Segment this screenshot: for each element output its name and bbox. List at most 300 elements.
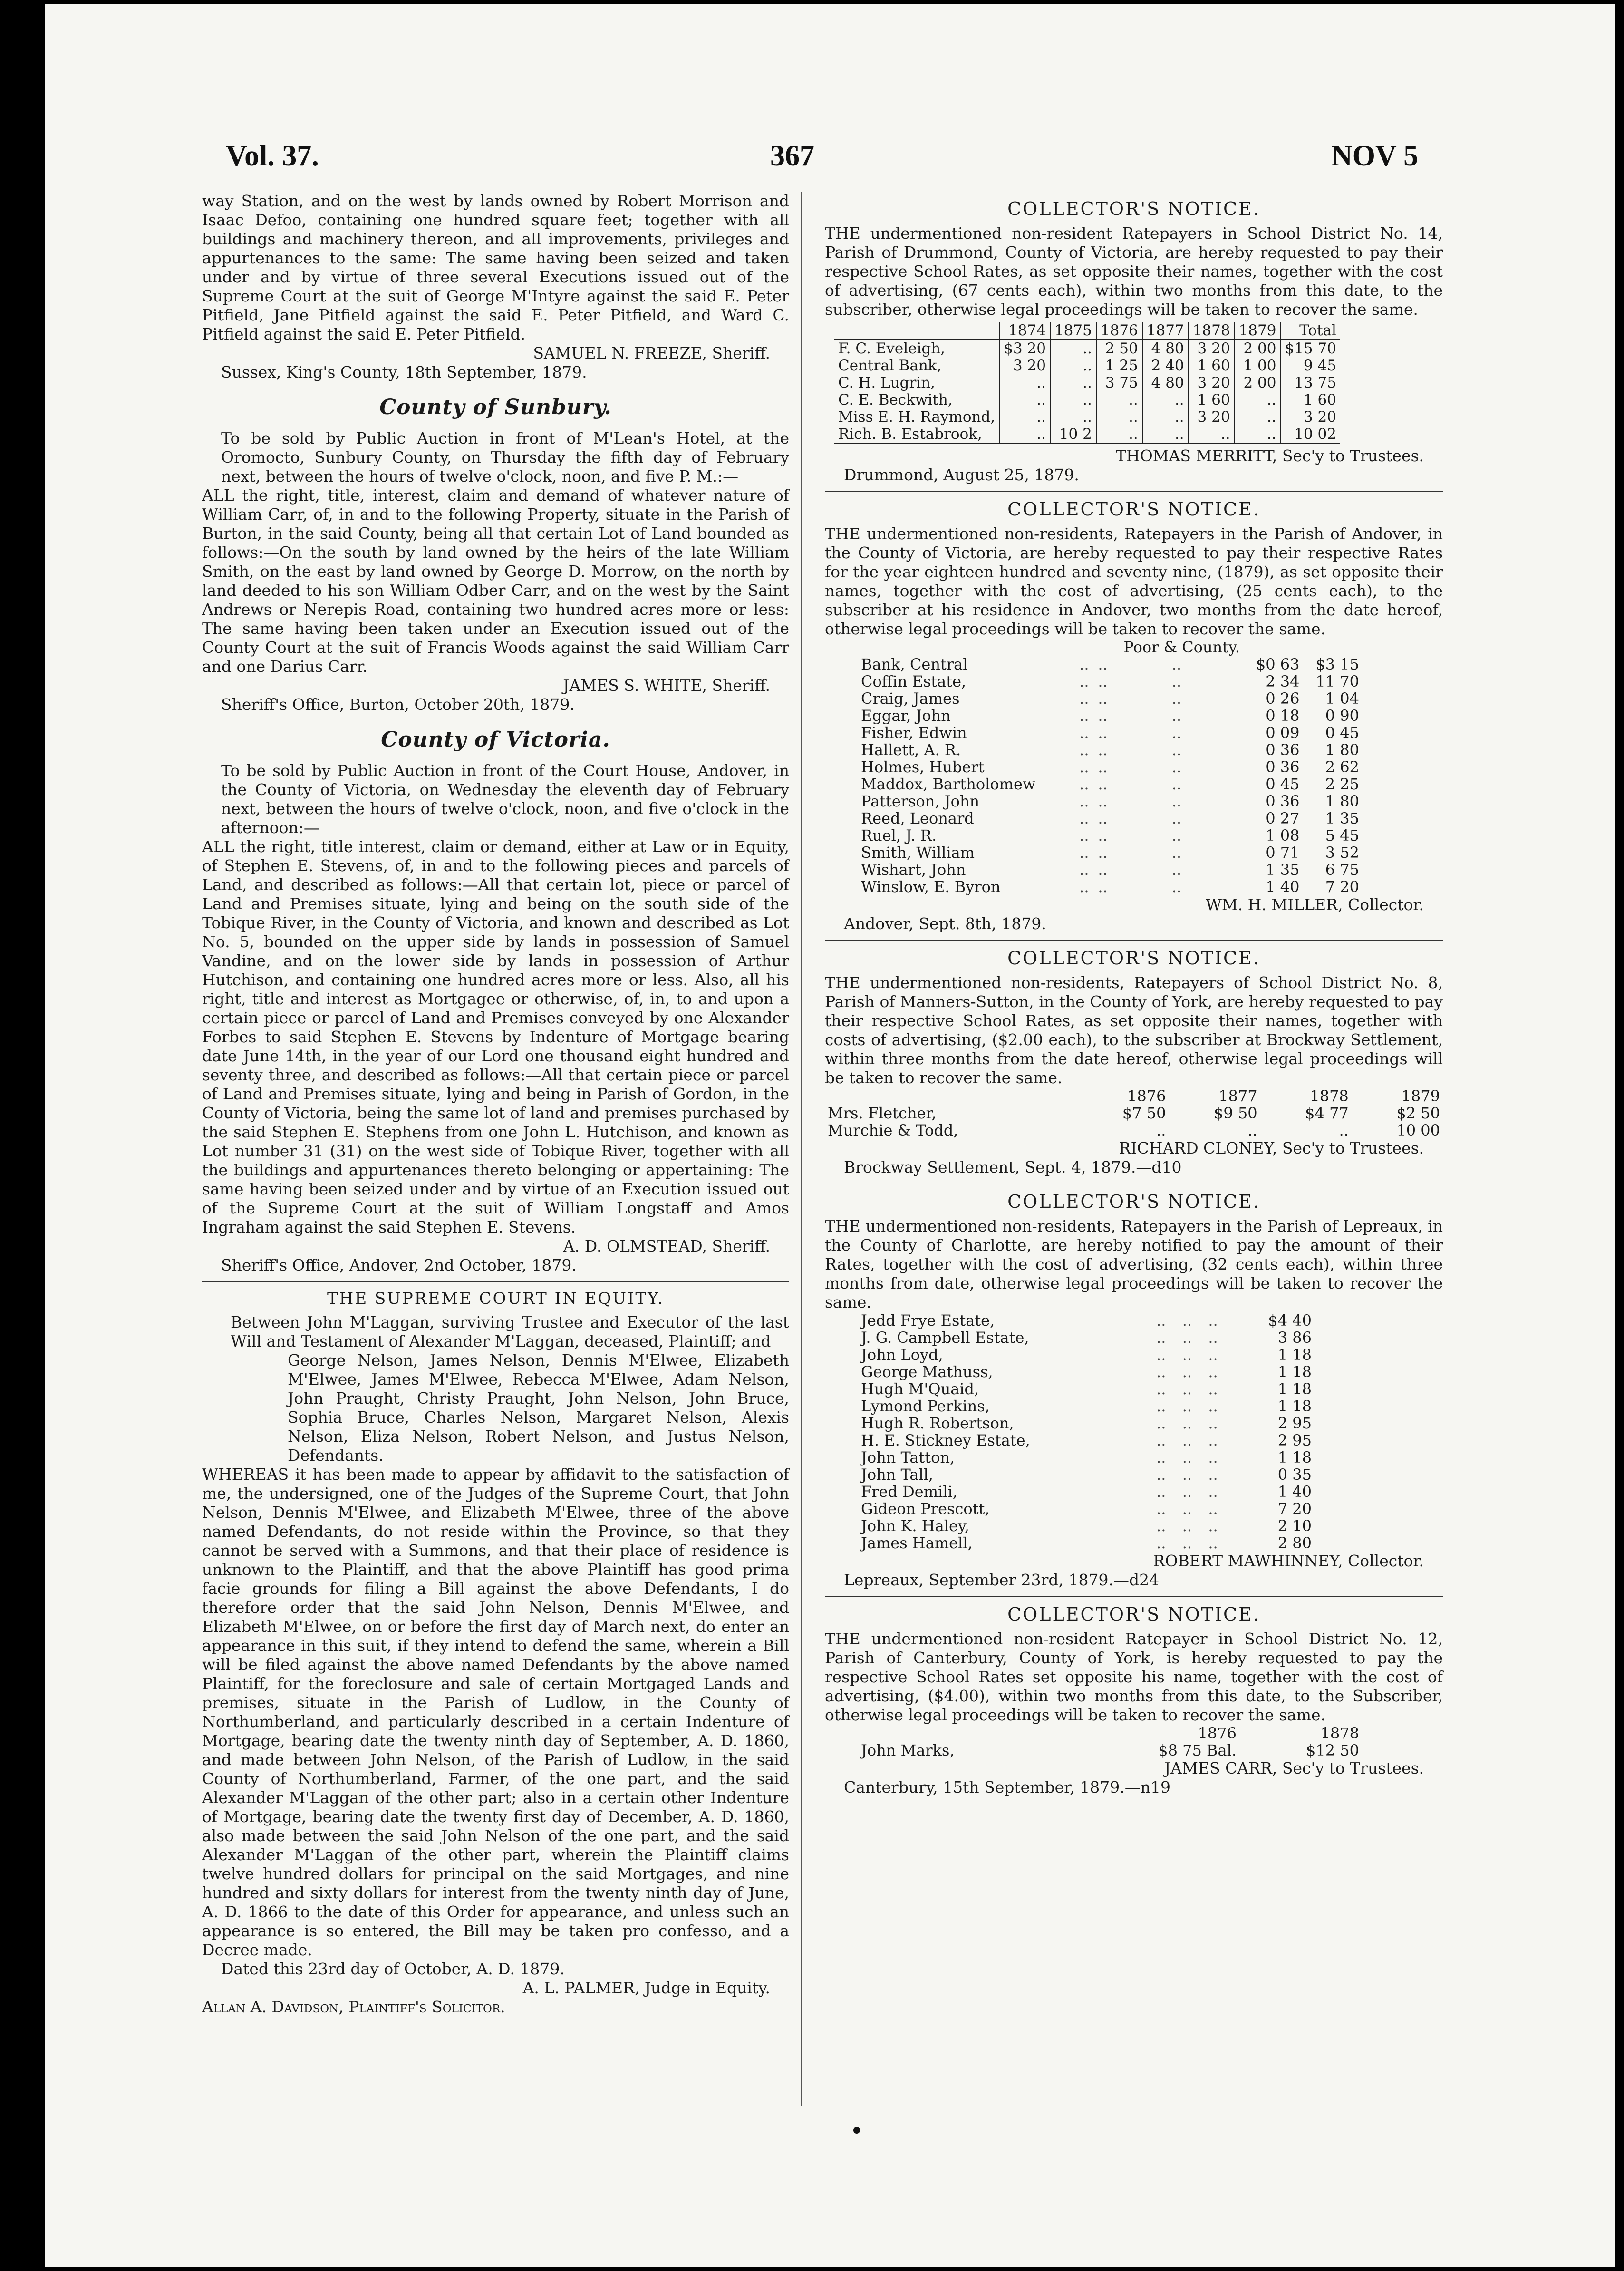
leader-dots: ..: [1079, 861, 1089, 879]
leader-dots: ..: [1208, 1311, 1218, 1330]
leader-dots: ..: [1156, 1311, 1166, 1330]
leader-dots: ..: [1182, 1414, 1192, 1432]
table-body: [858, 656, 1362, 895]
ratepayer-name: Hallett, A. R.: [861, 741, 961, 759]
ratepayer-name: Lymond Perkins,: [861, 1397, 990, 1415]
notice-body: ALL the right, title interest, claim or demand, either at Law or in Equity, of Stephen E. Stevens, of, in and to the following pieces and parcels of Land, and described as follows:—All that certain lot, piece or parcel of Land and Premises situate, lying and being on the south side of the Tobique River, in the County of Victoria, and known and described as Lot No. 5, bounded on the upper side by lands in possession of Samuel Vandine, and on the lower side by lands in possession of Arthur Hutchison, and containing one hundred acres more or less. Also, all his right, title and interest as Mortgagee or otherwise, of, in, to and upon a certain piece or parcel of Land and Premises conveyed by one Alexander Forbes to said Stephen E. Stevens by Indenture of Mortgage bearing date June 14th, in the year of our Lord one thousand eight hundred and seventy three, and described as follows:—All that certain piece or parcel of Land and Premises situate, lying and being in Parish of Gordon, in the County of Victoria, being the same lot of land and premises purchased by the said Stephen E. Stephens from one John L. Hutchison, and known as Lot number 31 (31) on the west side of Tobique River, together with all the buildings and appurtenances thereto belonging or appertaining: The same having been seized under and by virtue of an Execution issued out of the Supreme Court at the suit of William Longstaff and Amos Ingraham against the said Stephen E. Stevens.: [202, 837, 789, 1236]
leader-dots: ..: [1156, 1465, 1166, 1484]
leader-dots: ..: [1098, 741, 1108, 759]
rate-value: 0 36: [1266, 741, 1300, 759]
rate-value: 1 80: [1325, 741, 1359, 759]
table-body: [858, 1312, 1315, 1552]
rate-value: 10 00: [1396, 1121, 1440, 1139]
ratepayer-name: James Hamell,: [861, 1534, 973, 1552]
section-heading: COLLECTOR'S NOTICE.: [1007, 948, 1260, 969]
rate-value: $0 63: [1256, 655, 1300, 673]
rate-value: 1 40: [1277, 1483, 1312, 1501]
leader-dots: ..: [1182, 1311, 1192, 1330]
rate-value: 1 18: [1277, 1397, 1312, 1415]
leader-dots: ..: [1098, 844, 1108, 862]
column-header: 1876: [1198, 1724, 1237, 1742]
table-row: [858, 1415, 1315, 1432]
rate-value: 2 00: [1235, 374, 1281, 391]
notice-date: Drummond, August 25, 1879.: [844, 466, 1079, 484]
ratepayer-name: John Loyd,: [861, 1346, 943, 1364]
leader-dots: ..: [1208, 1483, 1218, 1501]
notice-body: way Station, and on the west by lands owned by Robert Morrison and Isaac Defoo, containing one hundred square feet; together with all buildings and machinery thereon, and all improvements, privileges and appurtenances to the same: The same having been seized and taken under and by virtue of three several Executions issued out of the Supreme Court at the suit of George M'Intyre against the said E. Peter Pitfield, Jane Pitfield against the said E. Peter Pitfield, and Ward C. Pitfield against the said E. Peter Pitfield.: [202, 192, 789, 343]
table-header: [834, 322, 1340, 340]
notice-body: THE undermentioned non-resident Ratepayers in School District No. 14, Parish of Drummond, County of Victoria, are hereby requested to pay their respective School Rates, as set opposite their names, together with the cost of advertising, (67 cents each), within two months from this date, to the subscriber, otherwise legal proceedings will be taken to recover the same.: [825, 224, 1443, 319]
table-row: [858, 1363, 1315, 1380]
rate-value: 1 40: [1266, 878, 1300, 896]
bullet-mark: [853, 2127, 860, 2134]
notice-body: THE undermentioned non-residents, Ratepayers in the Parish of Andover, in the County of Victoria, are hereby requested to pay their respective Rates for the year eighteen hundred and seventy nine, (1879), as set opposite their names, together with the cost of advertising, (25 cents each), to the subscriber at his residence in Andover, two months from the date hereof, otherwise legal proceedings will be taken to recover the same.: [825, 524, 1443, 638]
leader-dots: ..: [1079, 826, 1089, 844]
rate-value: $15 70: [1280, 340, 1340, 357]
table-row: [858, 690, 1362, 707]
sunbury-notice: [202, 395, 789, 714]
leader-dots: ..: [1171, 844, 1182, 862]
rate-value: 2 62: [1325, 758, 1359, 776]
leader-dots: ..: [1208, 1329, 1218, 1347]
ratepayer-name: Coffin Estate,: [861, 672, 967, 690]
table-row: [825, 1105, 1443, 1122]
rate-value: ..: [1142, 408, 1189, 426]
table-row: [858, 1346, 1315, 1363]
notice-body: THE undermentioned non-residents, Ratepayers in the Parish of Lepreaux, in the County of Charlotte, are hereby notified to pay the amount of their Rates, together with the cost of advertising, (32 cents each), within three months from date, otherwise legal proceedings will be taken to recover the same.: [825, 1217, 1443, 1311]
rate-value: 3 20: [1189, 408, 1235, 426]
table-row: [858, 1432, 1315, 1449]
table-row: [858, 758, 1362, 776]
rate-value: 1 18: [1277, 1346, 1312, 1364]
rate-value: 1 18: [1277, 1363, 1312, 1381]
leader-dots: ..: [1156, 1517, 1166, 1535]
rate-value: 1 00: [1235, 357, 1281, 374]
collector-notice-manners-sutton: [825, 948, 1443, 1177]
table-row: [858, 1742, 1362, 1759]
column-header: 1877: [1218, 1087, 1257, 1105]
notice-date: Sheriff's Office, Andover, 2nd October, 1879.: [221, 1256, 577, 1274]
rate-value: 1 25: [1096, 357, 1142, 374]
ratepayer-name: Bank, Central: [861, 655, 968, 673]
rate-value: 3 86: [1277, 1329, 1312, 1347]
ratepayer-name: Hugh M'Quaid,: [861, 1380, 979, 1398]
rate-value: $3 15: [1315, 655, 1359, 673]
ratepayer-name: H. E. Stickney Estate,: [861, 1431, 1030, 1449]
divider: [825, 491, 1443, 492]
leader-dots: ..: [1079, 775, 1089, 793]
column-header: 1877: [1142, 322, 1189, 340]
ratepayer-name: Craig, James: [861, 689, 960, 708]
rate-value: 0 36: [1266, 792, 1300, 810]
rate-value: ..: [999, 374, 1050, 391]
leader-dots: ..: [1156, 1397, 1166, 1415]
rate-value: 10 2: [1050, 426, 1096, 443]
rate-value: 1 80: [1325, 792, 1359, 810]
collector-notice-canterbury: [825, 1604, 1443, 1797]
leader-dots: ..: [1182, 1431, 1192, 1449]
column-header: 1876: [1127, 1087, 1166, 1105]
plaintiff-parties: Between John M'Laggan, surviving Trustee and Executor of the last Will and Testament of Alexander M'Laggan, deceased, Plaintiff; and: [231, 1313, 789, 1350]
collector-signature: ROBERT MAWHINNEY, Collector.: [1153, 1552, 1424, 1570]
ratepayer-name: John Tall,: [861, 1465, 934, 1484]
rate-value: 3 20: [1189, 374, 1235, 391]
rate-value: 13 75: [1280, 374, 1340, 391]
section-heading: COLLECTOR'S NOTICE.: [1007, 1191, 1260, 1212]
ratepayer-name: Fisher, Edwin: [861, 724, 967, 742]
rate-value: 1 18: [1277, 1448, 1312, 1466]
rate-value: $4 77: [1305, 1104, 1349, 1122]
leader-dots: ..: [1171, 861, 1182, 879]
column-divider: [801, 192, 802, 2106]
leader-dots: ..: [1171, 809, 1182, 827]
table-body: [834, 340, 1340, 443]
leader-dots: ..: [1171, 878, 1182, 896]
leader-dots: ..: [1079, 724, 1089, 742]
rate-value: 3 52: [1325, 844, 1359, 862]
ratepayer-name: Wishart, John: [861, 861, 966, 879]
table-row: [834, 391, 1340, 408]
notice-date: Lepreaux, September 23rd, 1879.—d24: [844, 1571, 1160, 1589]
collector-notice-lepreaux: [825, 1191, 1443, 1590]
table-row: [834, 426, 1340, 443]
leader-dots: ..: [1171, 707, 1182, 725]
ratepayer-name: Jedd Frye Estate,: [861, 1311, 995, 1330]
column-header: 1878: [1189, 322, 1235, 340]
rate-value: ..: [1235, 391, 1281, 408]
leader-dots: ..: [1208, 1380, 1218, 1398]
leader-dots: ..: [1079, 689, 1089, 708]
leader-dots: ..: [1182, 1448, 1192, 1466]
table-row: [858, 776, 1362, 793]
leader-dots: ..: [1079, 655, 1089, 673]
rate-value: 0 26: [1266, 689, 1300, 708]
column-header: 1878: [1320, 1724, 1359, 1742]
sheriff-signature: SAMUEL N. FREEZE, Sheriff.: [533, 344, 770, 362]
table-body: [825, 1105, 1443, 1139]
order-date: Dated this 23rd day of October, A. D. 1879.: [221, 1960, 565, 1978]
notice-body: WHEREAS it has been made to appear by affidavit to the satisfaction of me, the undersigned, one of the Judges of the Supreme Court, that John Nelson, Dennis M'Elwee, and Elizabeth M'Elwee, three of the above named Defendants, do not reside within the Province, so that they cannot be served with a Summons, and that their place of residence is unknown to the Plaintiff, and that the above Plaintiff has good prima facie grounds for filing a Bill against the above Defendants, I do therefore order that the said John Nelson, Dennis M'Elwee, and Elizabeth M'Elwee, on or before the first day of March next, do enter an appearance in this suit, if they intend to defend the same, wherein a Bill will be filed against the above named Defendants by the above named Plaintiff, for the foreclosure and sale of certain Mortgaged Lands and premises, situate in the Parish of Ludlow, in the County of Northumberland, and particularly described in a certain Indenture of Mortgage, bearing date the twenty ninth day of September, A. D. 1860, and made between John Nelson, of the Parish of Ludlow, in the said County of Northumberland, Farmer, of the one part, and the said Alexander M'Laggan of the other part; also in a certain other Indenture of Mortgage, bearing date the twenty first day of December, A. D. 1860, also made between the said John Nelson of the one part, and the said Alexander M'Laggan of the other part, wherein the Plaintiff claims twelve hundred dollars for principal on the said Mortgages, and nine hundred and sixty dollars for interest from the twenty ninth day of June, A. D. 1866 to the date of this Order for appearance, and unless such an appearance is so entered, the Bill may be taken pro confesso, and a Decree made.: [202, 1465, 789, 1959]
notice-body: ALL the right, title, interest, claim and demand of whatever nature of William Carr, of, in and to the following Property, situate in the Parish of Burton, in the said County, being all that certain Lot of Land bounded as follows:—On the south by land owned by the heirs of the late William Smith, on the east by land owned by George D. Morrow, on the north by land deeded to his son William Odber Carr, and on the west by the Saint Andrews or Nerepis Road, containing two hundred acres more or less: The same having been taken under an Execution issued out of the County Court at the suit of Francis Woods against the said William Carr and one Darius Carr.: [202, 486, 789, 676]
rate-value: $3 20: [999, 340, 1050, 357]
right-column: [825, 192, 1443, 1797]
leader-dots: ..: [1182, 1346, 1192, 1364]
rate-value: 1 04: [1325, 689, 1359, 708]
page-number: 367: [770, 140, 814, 172]
column-header: 1879: [1235, 322, 1281, 340]
rate-value: 5 45: [1325, 826, 1359, 844]
leader-dots: ..: [1182, 1465, 1192, 1484]
rate-value: ..: [1096, 426, 1142, 443]
column-header: Poor & County.: [1123, 638, 1240, 656]
table-row: [858, 741, 1362, 758]
ratepayer-name: Eggar, John: [861, 707, 951, 725]
rate-value: ..: [1247, 1121, 1257, 1139]
leader-dots: ..: [1156, 1534, 1166, 1552]
ratepayer-name: Smith, William: [861, 844, 975, 862]
leader-dots: ..: [1098, 724, 1108, 742]
rate-value: 11 70: [1315, 672, 1359, 690]
leader-dots: ..: [1156, 1483, 1166, 1501]
victoria-notice: [202, 728, 789, 1275]
rate-value: 1 35: [1325, 809, 1359, 827]
rate-value: ..: [1156, 1121, 1166, 1139]
section-heading: COLLECTOR'S NOTICE.: [1007, 499, 1260, 520]
rate-value: 0 45: [1266, 775, 1300, 793]
ratepayer-name: Maddox, Bartholomew: [861, 775, 1036, 793]
leader-dots: ..: [1098, 809, 1108, 827]
leader-dots: ..: [1156, 1448, 1166, 1466]
rates-table: [834, 322, 1340, 444]
divider: [202, 1281, 789, 1282]
rate-value: ..: [1142, 426, 1189, 443]
notice-intro: To be sold by Public Auction in front of M'Lean's Hotel, at the Oromocto, Sunbury County, on Thursday the fifth day of February next, between the hours of twelve o'clock, noon, and five P. M.:—: [221, 429, 789, 485]
rate-value: ..: [1096, 391, 1142, 408]
rate-value: 2 40: [1142, 357, 1189, 374]
table-row: [858, 861, 1362, 878]
issue-date: NOV 5: [1331, 140, 1419, 172]
rate-value: ..: [1050, 357, 1096, 374]
rate-value: 3 20: [1189, 340, 1235, 357]
table-row: [858, 1483, 1315, 1500]
rate-value: ..: [999, 391, 1050, 408]
rate-value: 6 75: [1325, 861, 1359, 879]
table-row: [858, 878, 1362, 895]
rate-value: ..: [1050, 408, 1096, 426]
section-heading: COLLECTOR'S NOTICE.: [1007, 1604, 1260, 1625]
leader-dots: ..: [1171, 689, 1182, 708]
rate-value: 2 10: [1277, 1517, 1312, 1535]
rate-value: 0 18: [1266, 707, 1300, 725]
rates-table: [858, 1312, 1315, 1552]
table-row: [858, 724, 1362, 741]
table-row: [834, 374, 1340, 391]
ratepayer-name: Hugh R. Robertson,: [861, 1414, 1014, 1432]
secretary-signature: THOMAS MERRITT, Sec'y to Trustees.: [1115, 446, 1424, 465]
rate-value: ..: [1189, 426, 1235, 443]
notice-date: Brockway Settlement, Sept. 4, 1879.—d10: [844, 1158, 1182, 1176]
leader-dots: ..: [1156, 1346, 1166, 1364]
rate-value: 3 75: [1096, 374, 1142, 391]
ratepayer-name: J. G. Campbell Estate,: [861, 1329, 1029, 1347]
rate-value: ..: [1096, 408, 1142, 426]
rate-value: 3 20: [999, 357, 1050, 374]
rate-value: 2 80: [1277, 1534, 1312, 1552]
leader-dots: ..: [1208, 1517, 1218, 1535]
ratepayer-name: F. C. Eveleigh,: [838, 340, 946, 357]
secretary-signature: RICHARD CLONEY, Sec'y to Trustees.: [1119, 1139, 1424, 1157]
rate-value: 2 25: [1325, 775, 1359, 793]
leader-dots: ..: [1156, 1380, 1166, 1398]
table-row: [825, 1122, 1443, 1139]
leader-dots: ..: [1208, 1534, 1218, 1552]
rate-value: $4 40: [1268, 1311, 1312, 1330]
collector-notice-drummond: [825, 198, 1443, 485]
column-header: 1878: [1310, 1087, 1349, 1105]
column-header: 1876: [1096, 322, 1142, 340]
ratepayer-name: Holmes, Hubert: [861, 758, 985, 776]
rate-value: 0 90: [1325, 707, 1359, 725]
table-row: [834, 357, 1340, 374]
ratepayer-name: Mrs. Fletcher,: [828, 1104, 937, 1122]
rate-value: 0 09: [1266, 724, 1300, 742]
leader-dots: ..: [1098, 758, 1108, 776]
rate-value: ..: [1235, 408, 1281, 426]
rate-value: 2 00: [1235, 340, 1281, 357]
secretary-signature: JAMES CARR, Sec'y to Trustees.: [1164, 1759, 1424, 1777]
rate-value: 0 36: [1266, 758, 1300, 776]
leader-dots: ..: [1156, 1500, 1166, 1518]
leader-dots: ..: [1156, 1363, 1166, 1381]
rate-value: ..: [1050, 340, 1096, 357]
leader-dots: ..: [1182, 1534, 1192, 1552]
leader-dots: ..: [1156, 1414, 1166, 1432]
ratepayer-name: John K. Haley,: [861, 1517, 969, 1535]
rate-value: ..: [999, 426, 1050, 443]
leader-dots: ..: [1156, 1431, 1166, 1449]
rate-value: $9 50: [1214, 1104, 1257, 1122]
rate-value: ..: [1339, 1121, 1349, 1139]
table-row: [858, 1380, 1315, 1398]
rate-value: 9 45: [1280, 357, 1340, 374]
leader-dots: ..: [1079, 758, 1089, 776]
rate-value: 1 08: [1266, 826, 1300, 844]
ratepayer-name: John Tatton,: [861, 1448, 955, 1466]
sheriff-signature: JAMES S. WHITE, Sheriff.: [563, 676, 770, 695]
rate-value: ..: [1050, 374, 1096, 391]
leader-dots: ..: [1098, 689, 1108, 708]
leader-dots: ..: [1208, 1346, 1218, 1364]
leader-dots: ..: [1079, 792, 1089, 810]
rate-value: 1 60: [1189, 391, 1235, 408]
column-header: 1879: [1401, 1087, 1440, 1105]
rate-value: $12 50: [1306, 1741, 1359, 1759]
leader-dots: ..: [1098, 792, 1108, 810]
rate-value: $8 75 Bal.: [1158, 1741, 1237, 1759]
leader-dots: ..: [1208, 1414, 1218, 1432]
table-row: [858, 844, 1362, 861]
divider: [825, 940, 1443, 941]
notice-date: Sheriff's Office, Burton, October 20th, 1879.: [221, 695, 575, 714]
rate-value: 0 35: [1277, 1465, 1312, 1484]
equity-notice: [202, 1289, 789, 2017]
leader-dots: ..: [1098, 878, 1108, 896]
section-heading: COLLECTOR'S NOTICE.: [1007, 198, 1260, 219]
ratepayer-name: Central Bank,: [838, 357, 942, 374]
table-row: [834, 340, 1340, 357]
rate-value: $2 50: [1396, 1104, 1440, 1122]
leader-dots: ..: [1171, 792, 1182, 810]
notice-intro: To be sold by Public Auction in front of the Court House, Andover, in the County of Victoria, on Wednesday the eleventh day of February next, between the hours of twelve o'clock, noon, and five o'clock in the afternoon:—: [221, 761, 789, 837]
leader-dots: ..: [1098, 826, 1108, 844]
leader-dots: ..: [1171, 655, 1182, 673]
leader-dots: ..: [1208, 1500, 1218, 1518]
ratepayer-name: Fred Demili,: [861, 1483, 957, 1501]
table-row: [858, 1517, 1315, 1534]
leader-dots: ..: [1182, 1380, 1192, 1398]
rate-value: 0 45: [1325, 724, 1359, 742]
leader-dots: ..: [1079, 707, 1089, 725]
rate-value: 3 20: [1280, 408, 1340, 426]
table-row: [858, 1500, 1315, 1517]
rate-value: 1 18: [1277, 1380, 1312, 1398]
rate-value: 1 60: [1280, 391, 1340, 408]
rate-value: 2 95: [1277, 1431, 1312, 1449]
rate-value: ..: [1050, 391, 1096, 408]
volume-label: Vol. 37.: [226, 140, 319, 172]
leader-dots: ..: [1098, 655, 1108, 673]
leader-dots: ..: [1182, 1500, 1192, 1518]
rates-table: [858, 1725, 1362, 1759]
column-header: 1874: [999, 322, 1050, 340]
leader-dots: ..: [1208, 1465, 1218, 1484]
leader-dots: ..: [1156, 1329, 1166, 1347]
ratepayer-name: Gideon Prescott,: [861, 1500, 990, 1518]
leader-dots: ..: [1171, 775, 1182, 793]
table-row: [858, 827, 1362, 844]
leader-dots: ..: [1079, 672, 1089, 690]
leader-dots: ..: [1208, 1397, 1218, 1415]
notice-date: Sussex, King's County, 18th September, 1879.: [221, 363, 587, 381]
rate-value: 2 34: [1266, 672, 1300, 690]
leader-dots: ..: [1182, 1483, 1192, 1501]
rate-value: 0 27: [1266, 809, 1300, 827]
ratepayer-name: Miss E. H. Raymond,: [838, 408, 996, 426]
leader-dots: ..: [1171, 724, 1182, 742]
table-row: [858, 1466, 1315, 1483]
rate-value: 7 20: [1325, 878, 1359, 896]
ratepayer-name: Rich. B. Estabrook,: [834, 426, 999, 443]
leader-dots: ..: [1079, 844, 1089, 862]
column-header: 1875: [1050, 322, 1096, 340]
ratepayer-name: George Mathuss,: [861, 1363, 993, 1381]
table-row: [858, 1312, 1315, 1329]
ratepayer-name: Winslow, E. Byron: [861, 878, 1001, 896]
rate-value: ..: [1235, 426, 1281, 443]
leader-dots: ..: [1098, 707, 1108, 725]
table-row: [858, 673, 1362, 690]
leader-dots: ..: [1182, 1397, 1192, 1415]
section-heading: County of Victoria.: [381, 728, 610, 752]
ratepayer-name: John Marks,: [861, 1741, 955, 1759]
leader-dots: ..: [1171, 826, 1182, 844]
leader-dots: ..: [1182, 1517, 1192, 1535]
leader-dots: ..: [1171, 758, 1182, 776]
column-header: Total: [1280, 322, 1340, 340]
defendant-parties: George Nelson, James Nelson, Dennis M'Elwee, Elizabeth M'Elwee, James M'Elwee, Rebecca M'Elwee, Adam Nelson, John Praught, Christy Praught, John Nelson, John Bruce, Sophia Bruce, Charles Nelson, Margaret Nelson, Alexis Nelson, Eliza Nelson, Robert Nelson, and Justus Nelson, Defendants.: [288, 1351, 789, 1465]
ratepayer-name: Reed, Leonard: [861, 809, 974, 827]
section-heading: THE SUPREME COURT IN EQUITY.: [327, 1289, 664, 1308]
leader-dots: ..: [1182, 1329, 1192, 1347]
table-row: [858, 810, 1362, 827]
rate-value: 2 95: [1277, 1414, 1312, 1432]
kings-county-notice: [202, 192, 789, 382]
leader-dots: ..: [1208, 1363, 1218, 1381]
leader-dots: ..: [1098, 861, 1108, 879]
solicitor-line: Allan A. Davidson, Plaintiff's Solicitor.: [202, 1998, 505, 2016]
notice-body: THE undermentioned non-residents, Ratepayers of School District No. 8, Parish of Manners-Sutton, in the County of York, are hereby requested to pay their respective School Rates, as set opposite their names, together with costs of advertising, ($2.00 each), to the subscriber at Brockway Settlement, within three months from the date hereof, otherwise legal proceedings will be taken to recover the same.: [825, 973, 1443, 1087]
leader-dots: ..: [1171, 672, 1182, 690]
leader-dots: ..: [1171, 741, 1182, 759]
rates-table: [825, 1087, 1443, 1139]
table-row: [858, 656, 1362, 673]
table-row: [858, 1329, 1315, 1346]
leader-dots: ..: [1079, 741, 1089, 759]
leader-dots: ..: [1079, 809, 1089, 827]
leader-dots: ..: [1098, 672, 1108, 690]
divider: [825, 1596, 1443, 1597]
judge-signature: A. L. PALMER, Judge in Equity.: [522, 1979, 770, 1997]
